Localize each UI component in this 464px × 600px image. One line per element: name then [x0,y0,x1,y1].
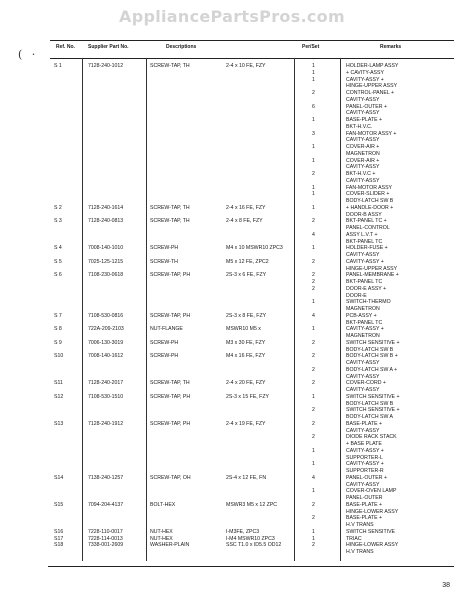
cell-remarks: HINGE-UPPER ASSY [346,265,398,272]
cell-remarks: HOLDER-LAMP ASSY [346,63,399,69]
cell-part-no: 7128-240-1614 [88,204,124,211]
cell-description: WASHER-PLAIN [150,542,190,549]
cell-remarks: CAVITY-ASSY [346,373,380,380]
cell-remarks: BASE-PLATE + [346,420,383,427]
cell-remarks: CONTROL-PANEL + [346,90,394,96]
cell-description: SCREW-TAP, PH [150,272,191,279]
cell-per-set: 1 [312,488,315,495]
cell-remarks: BASE-PLATE + [346,515,383,522]
cell-per-set: 2 [312,285,315,292]
cell-part-no: 7006-130-3019 [88,339,124,346]
cell-remarks: CAVITY-ASSY + [346,447,384,454]
cell-part-no: 7138-240-1257 [88,474,124,481]
cell-description: SCREW-TAP, OH [150,474,191,481]
cell-description: SCREW-TAP, PH [150,312,191,319]
cell-per-set: 6 [312,103,315,110]
cell-per-set: 2 [312,542,315,549]
watermark: AppliancePartsPros.com [119,7,345,26]
cell-per-set: 1 [312,191,315,198]
cell-specification: MSWR3 M5 x 12 ZPC [226,501,278,508]
cell-remarks: SWITCH-THERMO [346,299,391,306]
cell-remarks: BKT-PANEL TC [346,238,383,245]
cell-part-no: 7338-001-2609 [88,542,124,549]
header-per-set: Per/Set [302,44,320,50]
cell-part-no: 7108-230-0618 [88,272,124,279]
cell-specification: 2S-3 x 8 FE, FZY [226,312,267,319]
parts-table [50,40,454,561]
cell-per-set: 2 [312,434,315,441]
cell-remarks: H.V TRANS [346,522,374,528]
cell-per-set: 2 [312,339,315,346]
cell-per-set: 1 [312,326,315,333]
cell-description: SCREW-PH [150,245,179,252]
cell-remarks: CAVITY-ASSY [346,137,380,144]
margin-mark: ( · [18,48,39,61]
cell-description: SCREW-PH [150,353,179,360]
cell-remarks: HINGE-LOWER ASSY [346,542,399,549]
cell-remarks: CAVITY-ASSY [346,360,380,366]
cell-per-set: 1 [312,299,315,306]
cell-ref-no: S16 [54,528,64,535]
cell-description: SCREW-TAP, TH [150,204,190,211]
cell-ref-no: S 2 [54,204,62,211]
cell-remarks: PANEL-CONTROL [346,225,390,231]
header-ref-no: Ref. No. [56,44,75,50]
cell-part-no: 7128-240-1912 [88,420,124,427]
cell-remarks: CAVITY-ASSY [346,387,380,393]
cell-remarks: CAVITY-ASSY + [346,326,384,333]
cell-part-no: 7228-110-0017 [88,528,123,535]
cell-remarks: COVER-OVEN LAMP [346,488,397,495]
cell-part-no: 7128-240-0813 [88,218,124,225]
cell-per-set: 2 [312,353,315,360]
cell-per-set: 1 [312,69,315,76]
cell-specification: M4 x 10 MSWR10 ZPC3 [226,245,283,252]
cell-per-set: 3 [312,130,315,137]
cell-specification: 2-4 x 16 FE, FZY [226,204,266,211]
cell-remarks: BASE-PLATE + [346,117,383,123]
cell-remarks: BKT-H.V.C. [346,123,373,130]
cell-per-set: 4 [312,474,315,481]
cell-per-set: 1 [312,535,315,542]
cell-description: SCREW-TH [150,258,178,265]
cell-ref-no: S15 [54,501,64,508]
cell-remarks: PANEL-OUTER + [346,103,387,110]
cell-remarks: HOLDER-FUSE + [346,245,388,252]
cell-per-set: 1 [312,245,315,252]
cell-remarks: CAVITY-ASSY [346,96,380,103]
cell-specification: I-M4 MSWR10 ZPC3 [226,535,275,542]
cell-remarks: DOOR-E ASSY + [346,285,387,292]
cell-description: SCREW-TAP, PH [150,420,191,427]
cell-ref-no: S17 [54,535,64,542]
cell-per-set: 1 [312,184,315,191]
cell-ref-no: S 4 [54,245,62,252]
cell-remarks: CAVITY-ASSY [346,177,380,184]
cell-part-no: 7128-240-1012 [88,63,124,69]
cell-remarks: SUPPORTER-R [346,468,384,474]
cell-per-set: 2 [312,272,315,279]
cell-remarks: CAVITY-ASSY [346,427,380,434]
cell-remarks: H.V TRANS [346,549,374,555]
cell-remarks: CAVITY-ASSY [346,481,380,488]
cell-ref-no: S14 [54,474,64,481]
cell-specification: 2-4 x 10 FE, FZY [226,63,266,69]
table-row [50,549,454,563]
cell-specification: I-M3FE, ZPC3 [226,528,260,535]
cell-specification: M5 x 12 FE, ZPC2 [226,258,269,265]
cell-per-set: 1 [312,447,315,454]
cell-ref-no: S18 [54,542,64,549]
cell-remarks: BODY-LATCH SW B [346,346,394,353]
cell-ref-no: S 7 [54,312,62,319]
cell-remarks: + HANDLE-DOOR + [346,204,394,211]
cell-per-set: 1 [312,461,315,468]
cell-part-no: 7108-530-0816 [88,312,124,319]
cell-specification: 2-4 x 20 FE, FZY [226,380,266,387]
cell-part-no: 7025-125-1215 [88,258,124,265]
cell-part-no: 7108-530-1510 [88,393,124,400]
cell-description: SCREW-TAP, TH [150,63,190,69]
cell-remarks: BKT-PANEL TC [346,279,383,285]
cell-per-set: 2 [312,90,315,96]
cell-remarks: BODY-LATCH SW B [346,400,394,407]
cell-per-set: 2 [312,380,315,387]
cell-specification: MSWR10 M5 x [226,326,261,333]
cell-remarks: BODY-LATCH SW A + [346,366,398,373]
cell-part-no: 7094-204-4137 [88,501,124,508]
cell-remarks: BKT-PANEL TC + [346,218,387,225]
cell-per-set: 2 [312,515,315,522]
cell-part-no: 7008-140-1612 [88,353,124,360]
cell-per-set: 1 [312,63,315,69]
cell-ref-no: S12 [54,393,64,400]
cell-description: SCREW-PH [150,339,179,346]
cell-specification: 2S-3 x 15 FE, FZY [226,393,269,400]
cell-per-set: 1 [312,117,315,123]
cell-ref-no: S10 [54,353,64,360]
cell-remarks: PANEL-OUTER + [346,474,387,481]
cell-remarks: + CAVITY-ASSY [346,69,384,76]
cell-remarks: ASSY L.V.T + [346,231,378,238]
cell-remarks: + BASE PLATE [346,441,382,447]
cell-per-set: 2 [312,366,315,373]
cell-specification: 2-4 x 19 FE, FZY [226,420,266,427]
cell-part-no: 722A-209-2103 [88,326,124,333]
cell-ref-no: S11 [54,380,63,387]
cell-remarks: BASE-PLATE + [346,501,383,508]
cell-remarks: PCB-ASSY + [346,312,377,319]
cell-remarks: FAN-MOTOR ASSY [346,184,393,191]
cell-remarks: COVER-CORD + [346,380,386,387]
cell-ref-no: S 1 [54,63,62,69]
cell-per-set: 1 [312,204,315,211]
cell-remarks: DOOR-E [346,292,367,299]
cell-remarks: CAVITY-ASSY [346,252,380,258]
cell-remarks: DIODE RACK STACK [346,434,397,441]
cell-remarks: CAVITY-ASSY + [346,258,384,265]
cell-remarks: PANEL-MEMBRANE + [346,272,399,279]
cell-remarks: SWITCH SENSITIVE + [346,407,400,414]
cell-description: NUT-HEX [150,535,173,542]
cell-description: NUT-FLANGE [150,326,183,333]
cell-per-set: 2 [312,501,315,508]
cell-remarks: BODY-LATCH SW B [346,198,394,204]
cell-remarks: SWITCH SENSITIVE + [346,393,400,400]
cell-per-set: 2 [312,420,315,427]
cell-specification: SSC T1.0 x ID5.5 OD12 [226,542,282,549]
cell-remarks: FAN-MOTOR ASSY + [346,130,397,137]
cell-remarks: PANEL-OUTER [346,495,383,501]
cell-per-set: 2 [312,279,315,285]
header-descriptions: Descriptions [166,44,197,50]
cell-remarks: COVER-AIR + [346,157,380,164]
cell-per-set: 2 [312,218,315,225]
cell-per-set: 1 [312,144,315,150]
cell-remarks: BODY-LATCH SW A [346,414,393,420]
cell-part-no: 7228-114-0013 [88,535,123,542]
cell-per-set: 2 [312,258,315,265]
cell-remarks: BODY-LATCH SW B + [346,353,398,360]
cell-remarks: COVER-AIR + [346,144,380,150]
cell-remarks: TRIAC [346,535,362,542]
header-remarks: Remarks [380,44,402,50]
cell-ref-no: S 8 [54,326,62,333]
cell-per-set: 4 [312,231,315,238]
cell-remarks: BKT-PANEL TC [346,319,383,326]
cell-part-no: 7128-240-2017 [88,380,124,387]
cell-description: SCREW-TAP, TH [150,380,190,387]
page-number: 38 [442,582,450,589]
bottom-rule [48,566,454,567]
cell-per-set: 1 [312,76,315,83]
cell-description: BOLT-HEX [150,501,176,508]
cell-ref-no: S 3 [54,218,62,225]
header-rule [50,58,454,59]
cell-remarks: MAGNETRON [346,306,380,312]
cell-ref-no: S13 [54,420,64,427]
cell-description: SCREW-TAP, PH [150,393,191,400]
cell-specification: 2S-4 x 12 FE, FN [226,474,267,481]
cell-remarks: SWITCH SENSITIVE + [346,339,400,346]
cell-ref-no: S 6 [54,272,62,279]
header-supplier-part-no: Supplier Part No. [88,44,129,50]
cell-remarks: BKT-H.V.C + [346,171,376,177]
cell-remarks: MAGNETRON [346,333,380,339]
cell-per-set: 2 [312,171,315,177]
cell-part-no: 7008-140-1010 [88,245,124,252]
cell-per-set: 2 [312,407,315,414]
cell-description: NUT-HEX [150,528,173,535]
cell-remarks: HINGE-UPPER ASSY [346,83,398,90]
cell-remarks: CAVITY-ASSY + [346,76,384,83]
cell-per-set: 1 [312,393,315,400]
cell-specification: 2-4 x 8 FE, FZY [226,218,263,225]
cell-remarks: SWITCH SENSITIVE [346,528,395,535]
cell-description: SCREW-TAP, TH [150,218,190,225]
cell-specification: 2S-3 x 6 FE, FZY [226,272,267,279]
cell-remarks: SUPPORTER-L [346,454,383,461]
cell-remarks: COVER-SLIDER + [346,191,390,198]
cell-remarks: CAVITY-ASSY [346,110,380,117]
cell-ref-no: S 9 [54,339,62,346]
cell-remarks: MAGNETRON [346,150,380,157]
cell-specification: M3 x 30 FE, FZY [226,339,266,346]
cell-ref-no: S 5 [54,258,62,265]
cell-remarks: HINGE-LOWER ASSY [346,508,399,515]
cell-remarks: CAVITY-ASSY [346,164,380,171]
cell-per-set: 1 [312,157,315,164]
cell-per-set: 1 [312,528,315,535]
cell-remarks: DOOR-B ASSY [346,211,382,218]
cell-remarks: CAVITY-ASSY + [346,461,384,468]
cell-per-set: 4 [312,312,315,319]
cell-specification: M4 x 16 FE, FZY [226,353,266,360]
